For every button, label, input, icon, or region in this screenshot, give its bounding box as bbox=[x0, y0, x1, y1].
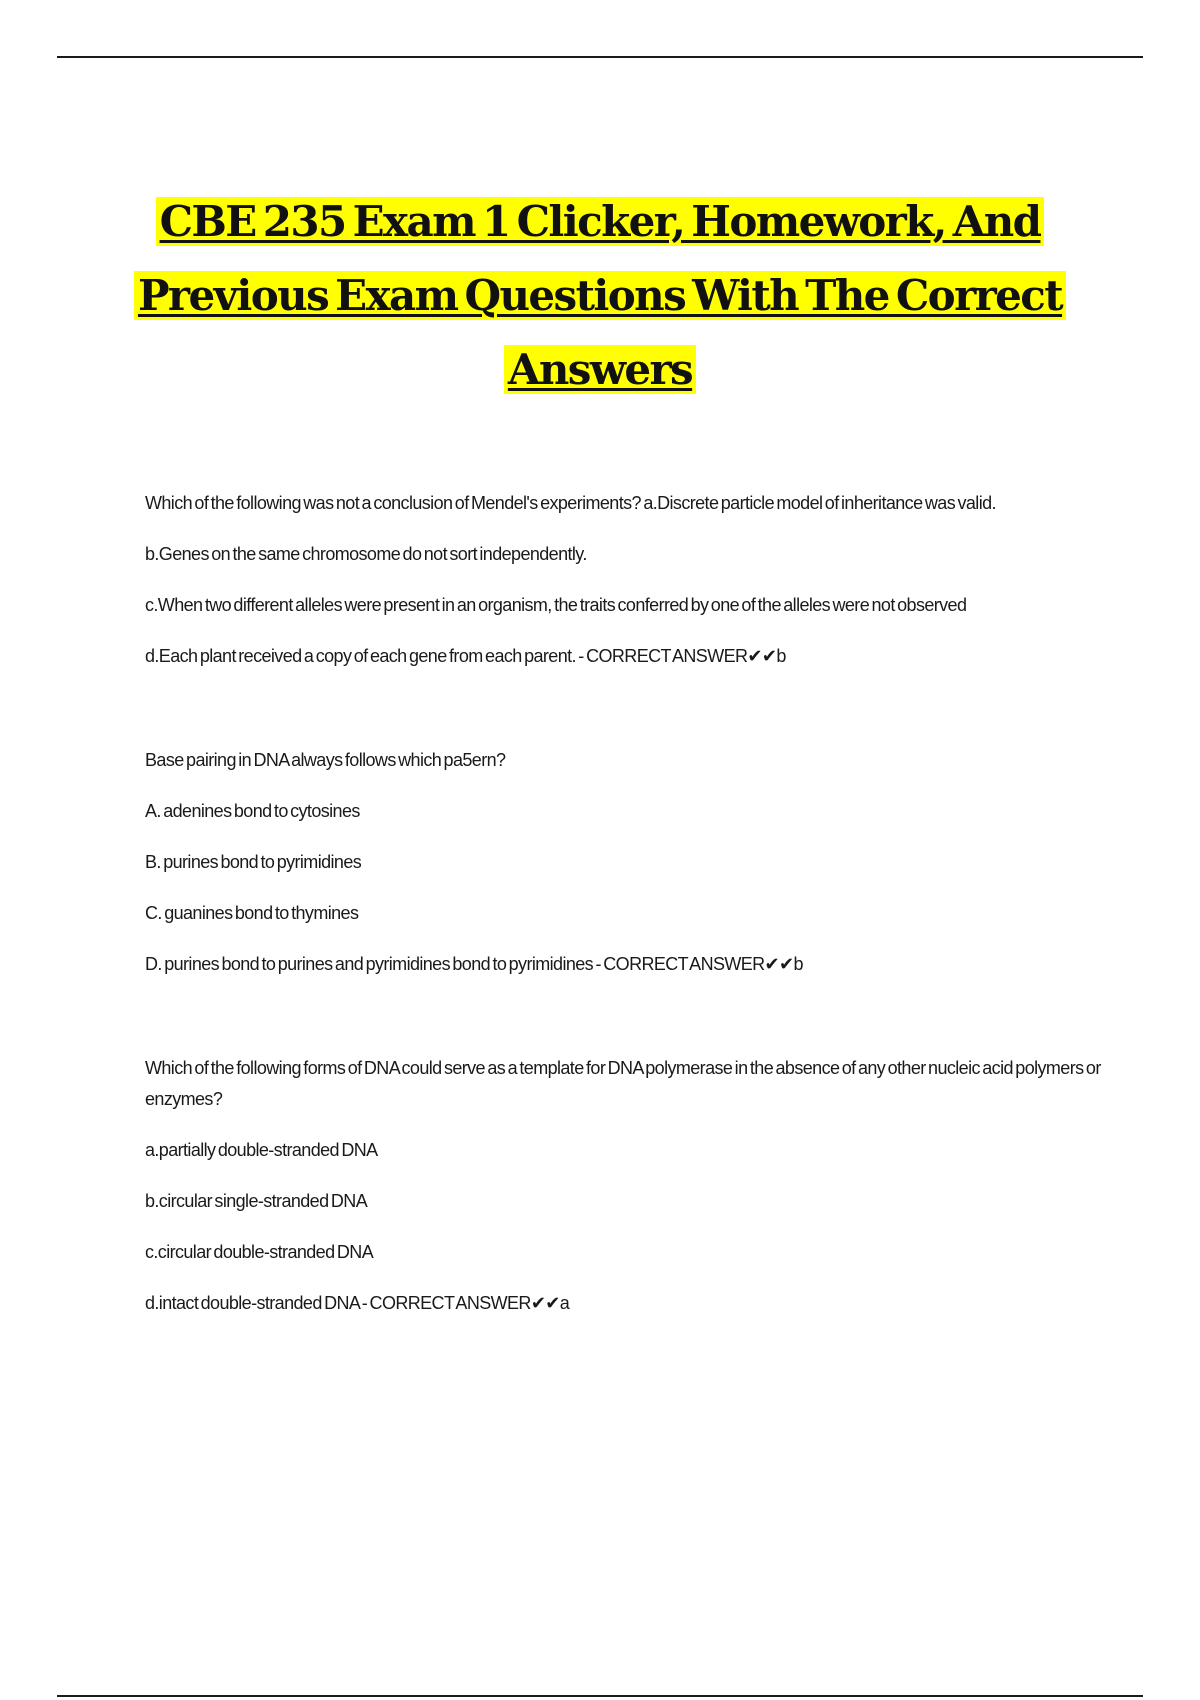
title-line-2 bbox=[100, 266, 1100, 335]
title-line-1 bbox=[100, 192, 1100, 261]
title-text-3: Answers bbox=[504, 345, 696, 394]
question-1-option-d-answer: d.Each plant received a copy of each gene from each parent. - CORRECT ANSWER✔✔b bbox=[145, 646, 786, 666]
question-2-option-c: C. guanines bond to thymines bbox=[145, 903, 359, 923]
question-3-stem: Which of the following forms of DNA could serve as a template for DNA polymerase in the absence of any other nucleic acid polymers or enzymes? bbox=[145, 1058, 1101, 1109]
title-text-1: CBE 235 Exam 1 Clicker, Homework, And bbox=[156, 197, 1045, 246]
title-line-3 bbox=[100, 340, 1100, 409]
question-3-option-d-answer: d.intact double-stranded DNA - CORRECT ANSWER✔✔a bbox=[145, 1293, 570, 1313]
question-block-3 bbox=[145, 1053, 1105, 1319]
question-2-option-a: A. adenines bond to cytosines bbox=[145, 801, 360, 821]
question-2-option-b: B. purines bond to pyrimidines bbox=[145, 852, 362, 872]
question-1-option-b: b.Genes on the same chromosome do not sort independently. bbox=[145, 544, 587, 564]
question-block-1 bbox=[145, 488, 1105, 672]
document-title bbox=[100, 192, 1100, 414]
question-1-stem: Which of the following was not a conclusion of Mendel's experiments? a.Discrete particle model of inheritance was valid. bbox=[145, 493, 996, 513]
question-2-option-d-answer: D. purines bond to purines and pyrimidines bond to pyrimidines - CORRECT ANSWER✔✔b bbox=[145, 954, 803, 974]
question-3-option-c: c.circular double-stranded DNA bbox=[145, 1242, 374, 1262]
bottom-divider bbox=[57, 1695, 1143, 1697]
question-block-2 bbox=[145, 745, 1105, 980]
question-3-option-a: a.partially double-stranded DNA bbox=[145, 1140, 378, 1160]
question-3-option-b: b.circular single-stranded DNA bbox=[145, 1191, 368, 1211]
question-1-option-c: c.When two different alleles were present in an organism, the traits conferred by one of the alleles were not observed bbox=[145, 595, 967, 615]
question-2-stem: Base pairing in DNA always follows which pa5ern? bbox=[145, 750, 506, 770]
title-text-2: Previous Exam Questions With The Correct bbox=[134, 271, 1066, 320]
question-list bbox=[145, 488, 1105, 1392]
top-divider bbox=[57, 56, 1143, 58]
